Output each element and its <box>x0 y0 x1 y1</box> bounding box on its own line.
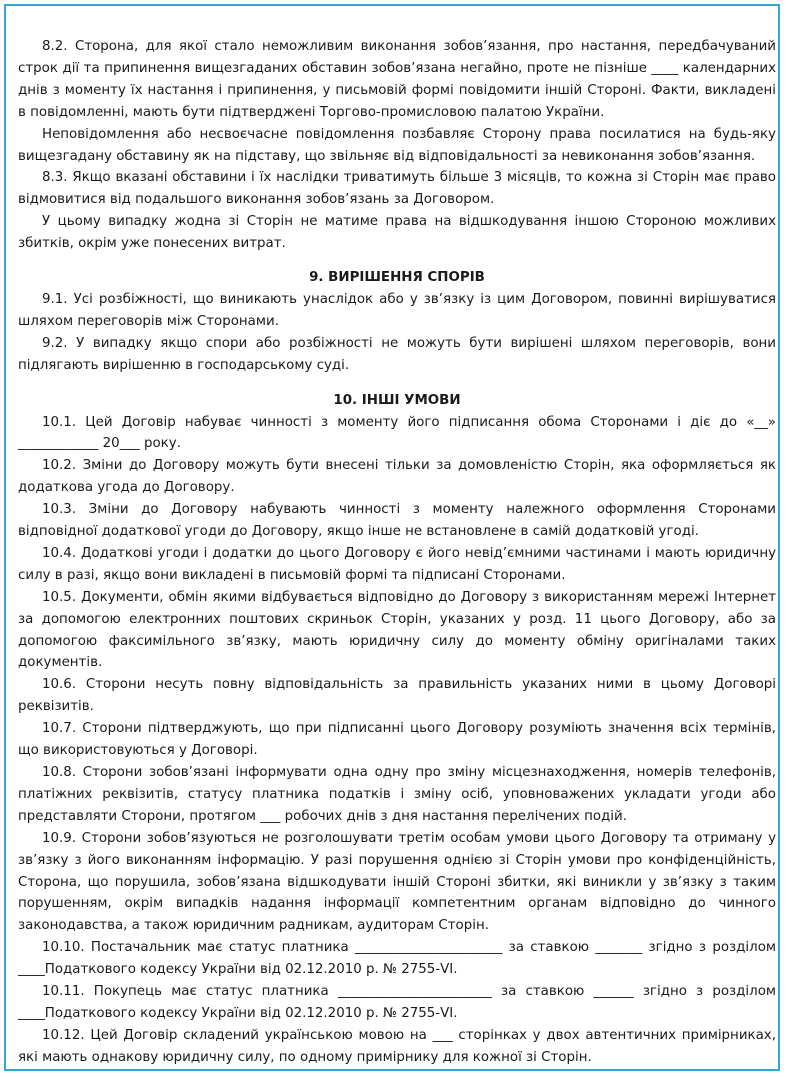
paragraph-9-1: 9.1. Усі розбіжності, що виникають унаслідок або у зв’язку із цим Договором, повинні вирішуватися шляхом переговорів між Сторонами. <box>18 291 776 329</box>
page-frame <box>4 4 780 1071</box>
paragraph-10-7: 10.7. Сторони підтверджують, що при підписанні цього Договору розуміють значення всіх термінів, що використовуються у Договорі. <box>18 721 776 759</box>
paragraph-10-4: 10.4. Додаткові угоди і додатки до цього Договору є його невід’ємними частинами і мають юридичну силу в разі, якщо вони викладені в письмовій формі та підписані Сторонами. <box>18 545 776 583</box>
paragraph-10-5: 10.5. Документи, обмін якими відбувається відповідно до Договору з використанням мережі Інтернет за допомогою електронних поштових скриньок Сторін, указаних у розд. 11 цього Договору, або за допомогою факсимільного зв’язку, мають юридичну силу до моменту обміну оригіналами таких документів. <box>18 589 776 671</box>
paragraph-10-1: 10.1. Цей Договір набуває чинності з моменту його підписання обома Сторонами і діє до «__» ____________ 20___ року. <box>18 414 776 452</box>
paragraph-8-3: 8.3. Якщо вказані обставини і їх наслідки триватимуть більше 3 місяців, то кожна зі Сторін має право відмовитися від подальшого виконання зобов’язань за Договором. <box>18 170 776 208</box>
paragraph-8-2-notice: Неповідомлення або несвоєчасне повідомлення позбавляє Сторону права посилатися на будь-яку вищезгадану обставину як на підставу, що звільняє від відповідальності за невиконання зобов’язання. <box>18 126 776 164</box>
document-body <box>18 36 776 1069</box>
paragraph-10-9: 10.9. Сторони зобов’язуються не розголошувати третім особам умови цього Договору та отриману у зв’язку з його виконанням інформацію. У разі порушення однією зі Сторін умови про конфіденційність, Сторона, що порушила, зобов’язана відшкодувати іншій Стороні збитки, які виникли у зв’язку з таким порушенням, окрім випадків надання інформації компетентним органам відповідно до чинного законодавства, а також юридичним радникам, аудиторам Сторін. <box>18 830 776 934</box>
paragraph-10-8: 10.8. Сторони зобов’язані інформувати одна одну про зміну місцезнаходження, номерів телефонів, платіжних реквізитів, статусу платника податків і зміну осіб, уповноважених укладати угоди або представляти Сторони, протягом ___ робочих днів з дня настання перелічених подій. <box>18 765 776 824</box>
paragraph-8-2: 8.2. Сторона, для якої стало неможливим виконання зобов’язання, про настання, передбачуваний строк дії та припинення вищезгаданих обставин зобов’язана негайно, проте не пізніше ____ календарних днів з моменту їх настання і припинення, у письмовій формі повідомити іншій Стороні. Факти, викладені в повідомленні, мають бути підтверджені Торгово-промисловою палатою України. <box>18 39 776 120</box>
section-9-heading: 9. ВИРІШЕННЯ СПОРІВ <box>309 270 485 286</box>
paragraph-10-10: 10.10. Постачальник має статус платника ______________________ за ставкою _______ згідно з розділом ____Податкового кодексу України від 02.12.2010 р. № 2755-VI. <box>18 940 776 978</box>
section-10-heading: 10. ІНШІ УМОВИ <box>333 392 461 408</box>
paragraph-10-11: 10.11. Покупець має статус платника _______________________ за ставкою ______ згідно з розділом ____Податкового кодексу України від 02.12.2010 р. № 2755-VI. <box>18 984 776 1021</box>
paragraph-8-3-damages: У цьому випадку жодна зі Сторін не матиме права на відшкодування іншою Стороною можливих збитків, окрім уже понесених витрат. <box>18 214 776 252</box>
paragraph-10-2: 10.2. Зміни до Договору можуть бути внесені тільки за домовленістю Сторін, яка оформляється як додаткова угода до Договору. <box>18 458 776 496</box>
paragraph-9-2: 9.2. У випадку якщо спори або розбіжності не можуть бути вирішені шляхом переговорів, вони підлягають вирішенню в господарському суді. <box>18 335 776 373</box>
paragraph-10-3: 10.3. Зміни до Договору набувають чинності з моменту належного оформлення Сторонами відповідної додаткової угоди до Договору, якщо інше не встановлене в самій додатковій угоді. <box>18 502 776 540</box>
paragraph-10-6: 10.6. Сторони несуть повну відповідальність за правильність указаних ними в цьому Договорі реквізитів. <box>18 677 776 715</box>
paragraph-10-12: 10.12. Цей Договір складений українською мовою на ___ сторінках у двох автентичних примірниках, які мають однакову юридичну силу, по одному примірнику для кожної зі Сторін. <box>18 1027 776 1065</box>
